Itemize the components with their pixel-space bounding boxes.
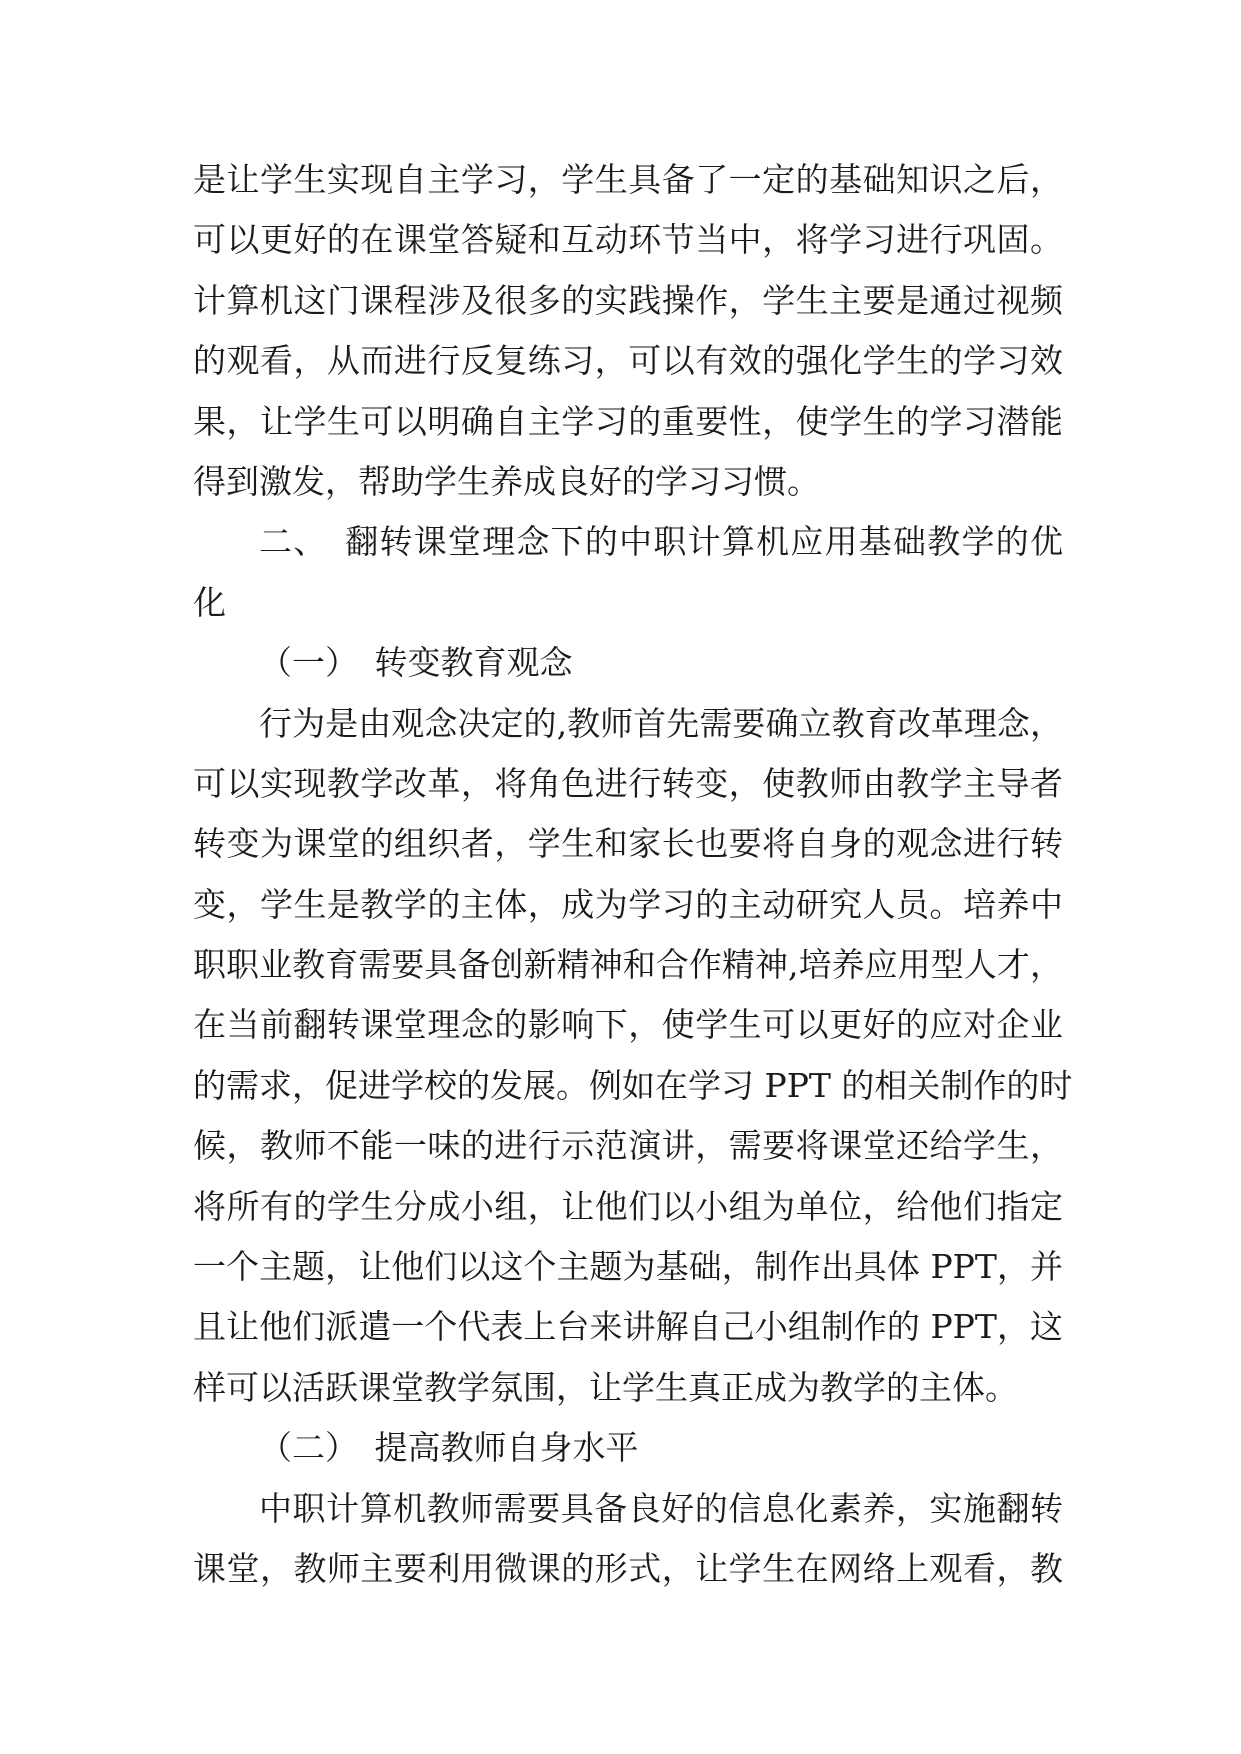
section-heading-continued: 化 xyxy=(193,582,226,622)
text-line: 课堂，教师主要利用微课的形式，让学生在网络上观看，教 xyxy=(193,1548,1063,1588)
text-line: 变，学生是教学的主体，成为学习的主动研究人员。培养中 xyxy=(193,884,1063,924)
paragraph-first-line: 行为是由观念决定的,教师首先需要确立教育改革理念， xyxy=(259,703,1063,743)
subsection-heading: （二） 提高教师自身水平 xyxy=(259,1428,639,1468)
subsection-heading: （一） 转变教育观念 xyxy=(259,643,573,683)
text-line: 计算机这门课程涉及很多的实践操作，学生主要是通过视频 xyxy=(193,280,1063,320)
text-line: 且让他们派遣一个代表上台来讲解自己小组制作的 PPT，这 xyxy=(193,1307,1063,1347)
text-line: 是让学生实现自主学习，学生具备了一定的基础知识之后， xyxy=(193,160,1063,199)
text-line: 得到激发，帮助学生养成良好的学习习惯。 xyxy=(193,461,820,501)
text-line: 一个主题，让他们以这个主题为基础，制作出具体 PPT，并 xyxy=(193,1247,1063,1287)
text-line: 候，教师不能一味的进行示范演讲，需要将课堂还给学生， xyxy=(193,1126,1063,1166)
section-heading: 二、 翻转课堂理念下的中职计算机应用基础教学的优 xyxy=(259,522,1063,562)
text-line: 可以更好的在课堂答疑和互动环节当中，将学习进行巩固。 xyxy=(193,220,1063,260)
text-line: 在当前翻转课堂理念的影响下，使学生可以更好的应对企业 xyxy=(193,1005,1063,1045)
paragraph-first-line: 中职计算机教师需要具备良好的信息化素养，实施翻转 xyxy=(259,1488,1063,1528)
text-line: 职职业教育需要具备创新精神和合作精神,培养应用型人才， xyxy=(193,945,1063,985)
document-body xyxy=(193,150,1073,1599)
text-line: 转变为课堂的组织者，学生和家长也要将自身的观念进行转 xyxy=(193,824,1063,864)
text-line: 样可以活跃课堂教学氛围，让学生真正成为教学的主体。 xyxy=(193,1367,1018,1407)
text-line: 将所有的学生分成小组，让他们以小组为单位，给他们指定 xyxy=(193,1186,1063,1226)
text-line: 的需求，促进学校的发展。例如在学习 PPT 的相关制作的时 xyxy=(193,1065,1073,1105)
text-line: 可以实现教学改革，将角色进行转变，使教师由教学主导者 xyxy=(193,763,1063,803)
text-line: 果，让学生可以明确自主学习的重要性，使学生的学习潜能 xyxy=(193,401,1063,441)
text-line: 的观看，从而进行反复练习，可以有效的强化学生的学习效 xyxy=(193,341,1063,381)
